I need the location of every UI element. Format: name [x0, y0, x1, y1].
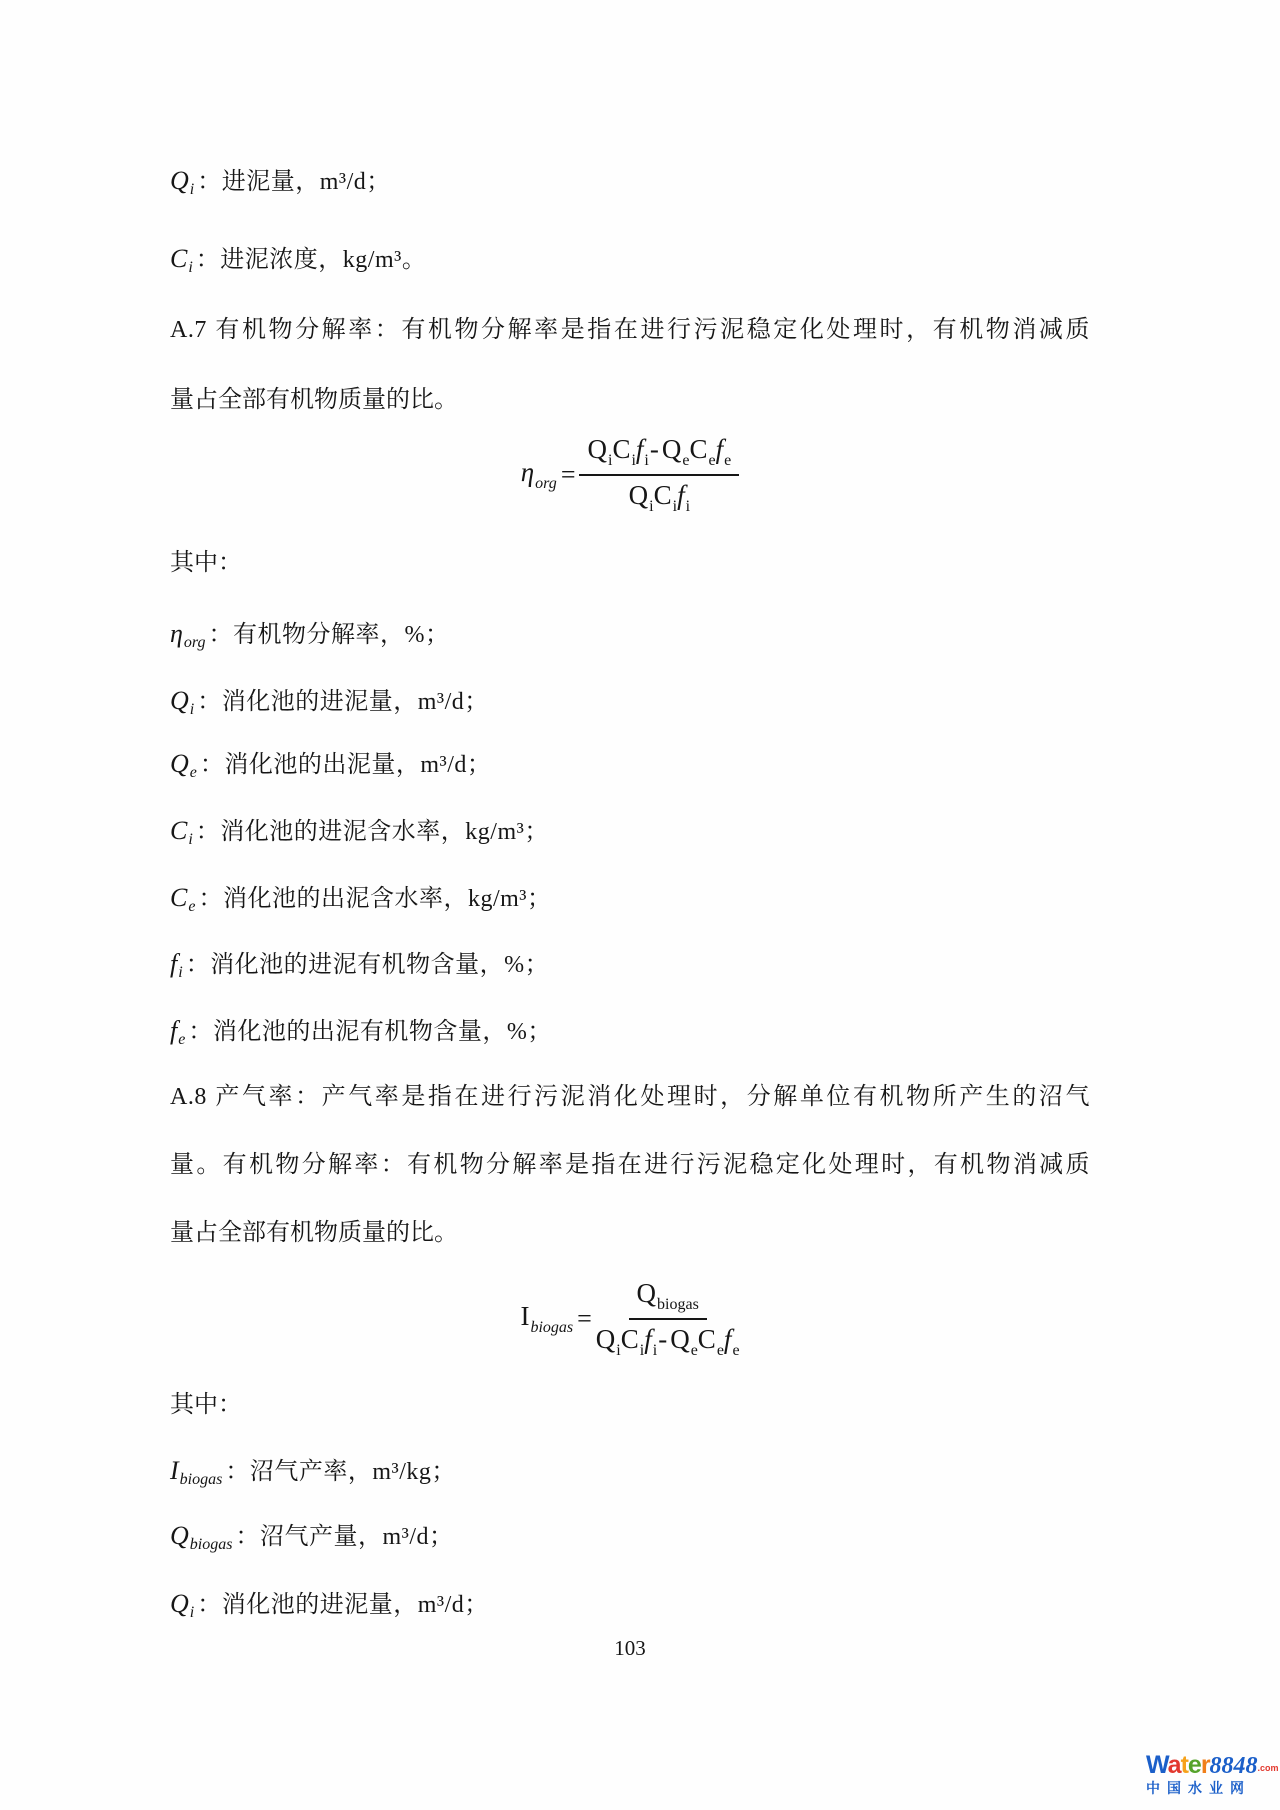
definition-line-q-biogas — [170, 1520, 1090, 1555]
definition-line-fe — [170, 1015, 1090, 1050]
subscript: i — [188, 259, 193, 276]
logo-letter: W — [1146, 1751, 1168, 1779]
subscript: i — [189, 181, 195, 198]
symbol: Q — [170, 686, 189, 715]
section-a8-heading-line3: 量占全部有机物质量的比。 — [170, 1220, 458, 1246]
definition-text: ：有机物分解率，%； — [208, 622, 450, 648]
fraction-numerator: $Q_{biogas}$ — [629, 1278, 707, 1320]
section-a8-heading-line2: 量。有机物分解率：有机物分解率是指在进行污泥稳定化处理时，有机物消减质 — [170, 1152, 1090, 1178]
definition-line-qe — [170, 748, 1090, 783]
definition-line-qi-inlet — [170, 165, 1090, 200]
subscript: i — [178, 964, 183, 981]
symbol: Q — [170, 1521, 189, 1550]
symbol: Q — [170, 749, 189, 778]
equals-sign: = — [577, 1304, 592, 1333]
definition-text: ：消化池的进泥量，m³/d； — [197, 1592, 489, 1618]
subscript: i — [188, 831, 193, 848]
definition-text: ：消化池的出泥有机物含量，%； — [188, 1019, 552, 1045]
formula-biogas-rate — [170, 1278, 1090, 1360]
section-a7-heading-line2: 量占全部有机物质量的比。 — [170, 387, 458, 413]
definition-text: ：沼气产量，m³/d； — [235, 1524, 454, 1550]
definition-text: ：消化池的进泥有机物含量，%； — [185, 952, 550, 978]
where-label: 其中： — [170, 550, 242, 576]
symbol: I — [170, 1456, 179, 1485]
definition-line-fi — [170, 948, 1090, 983]
logo-letter: t — [1180, 1751, 1188, 1779]
subscript: i — [189, 701, 195, 718]
definition-text: ：消化池的出泥量，m³/d； — [199, 752, 492, 778]
formula-eta-org — [170, 434, 1090, 516]
subscript: biogas — [179, 1471, 223, 1488]
fraction-numerator: $Q_iC_if_i-$ $Q_eC_ef_e$ — [579, 434, 739, 476]
definition-line-ce — [170, 882, 1090, 917]
definition-text: ：消化池的出泥含水率，kg/m³； — [198, 886, 552, 912]
symbol: C — [170, 816, 188, 845]
fraction — [596, 1278, 740, 1360]
definition-text: ：沼气产率，m³/kg； — [225, 1459, 456, 1485]
subscript: biogas — [189, 1536, 233, 1553]
logo-chinese-name: 中国水业网 — [1146, 1780, 1251, 1796]
symbol: C — [170, 244, 188, 273]
logo-letter: r — [1200, 1751, 1210, 1779]
definition-text: ：消化池的进泥量，m³/d； — [197, 689, 489, 715]
equals-sign: = — [560, 460, 576, 489]
symbol: f — [170, 1016, 178, 1045]
subscript: org — [183, 634, 206, 651]
definition-text: ：进泥浓度，kg/m³。 — [195, 247, 427, 273]
section-a8-heading-line1: A.8 产气率：产气率是指在进行污泥消化处理时，分解单位有机物所产生的沼气 — [170, 1084, 1090, 1110]
formula-lhs: $\eta_{org}$ — [520, 457, 557, 492]
symbol: Q — [170, 1589, 189, 1618]
symbol: C — [170, 883, 188, 912]
fraction-denominator: $Q_iC_if_i-$ $Q_eC_ef_e$ — [595, 1324, 740, 1359]
definition-line-ci — [170, 815, 1090, 850]
fraction-denominator: $Q_iC_if_i$ — [628, 480, 691, 515]
subscript: e — [178, 1031, 186, 1048]
subscript: e — [189, 764, 197, 781]
water8848-logo — [1146, 1753, 1279, 1795]
symbol: Q — [170, 166, 189, 195]
definition-line-qi — [170, 685, 1090, 720]
subscript: e — [188, 898, 196, 915]
logo-letter: a — [1167, 1751, 1181, 1779]
section-a7-heading-line1: A.7 有机物分解率：有机物分解率是指在进行污泥稳定化处理时，有机物消减质 — [170, 317, 1090, 343]
subscript: i — [189, 1604, 195, 1621]
symbol: η — [170, 619, 183, 648]
page-number: 103 — [614, 1636, 646, 1660]
definition-line-eta-org — [170, 618, 1090, 653]
definition-text: ：进泥量，m³/d； — [197, 169, 391, 195]
formula-lhs: $I_{biogas}$ — [520, 1301, 574, 1336]
logo-letter: e — [1187, 1751, 1201, 1779]
water8848-wordmark — [1146, 1753, 1279, 1778]
definition-line-ci-concentration — [170, 243, 1090, 278]
logo-number: 8848 — [1209, 1753, 1258, 1779]
definition-text: ：消化池的进泥含水率，kg/m³； — [195, 819, 549, 845]
definition-line-i-biogas — [170, 1455, 1090, 1490]
symbol: f — [170, 949, 178, 978]
definition-line-qi-digester — [170, 1588, 1090, 1623]
where-label: 其中： — [170, 1392, 242, 1418]
logo-tld: .com — [1257, 1763, 1279, 1773]
fraction — [579, 434, 739, 516]
